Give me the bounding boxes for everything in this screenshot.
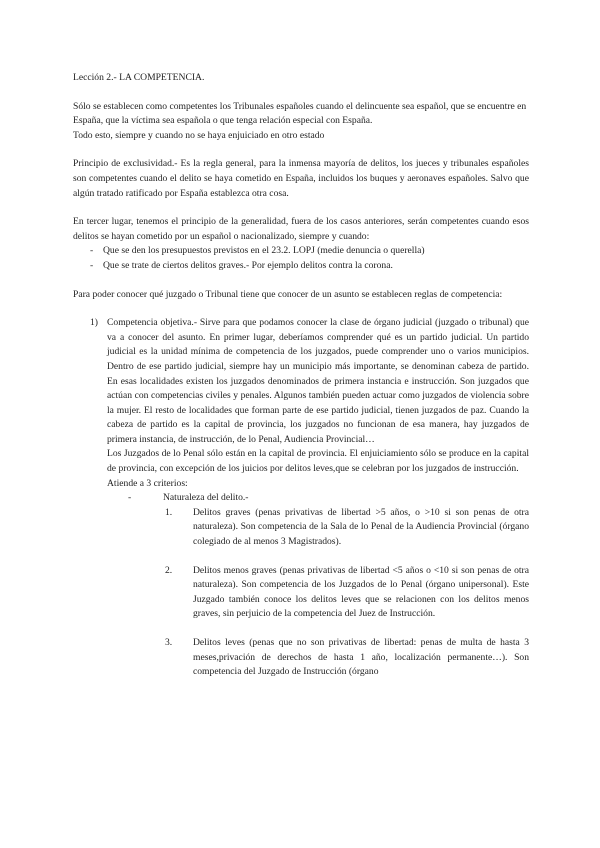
dash-marker: - — [128, 492, 132, 504]
juzgados-penal-paragraph: Los Juzgados de lo Penal sólo están en la capital de provincia. El enjuiciamiento sólo se produce en la capital de provincia, con excepción de los juicios por delitos leves,que se celebran por los juzgados de instrucción. — [107, 448, 529, 475]
document-body — [73, 71, 529, 680]
criterio-text: Delitos menos graves (penas privativas de libertad <5 años o <10 si son penas de otra naturaleza). Son competencia de los Juzgados de lo Penal (órgano unipersonal). Este Juzgado también conoce los delitos leves que se relacionen con los delitos menos graves, sin perjuicio de la competencia del Juez de Instrucción. — [193, 564, 529, 620]
list-item: - Que se den los presupuestos previstos en el 23.2. LOPJ (medie denuncia o querella) — [73, 244, 529, 259]
section-number: 1) — [90, 317, 98, 329]
generalidad-paragraph: En tercer lugar, tenemos el principio de la generalidad, fuera de los casos anteriores, serán competentes cuando esos delitos se hayan cometido por un español o nacionalizado, siempre y cuando: — [73, 216, 529, 242]
list-item: - Que se trate de ciertos delitos graves.- Por ejemplo delitos contra la corona. — [73, 259, 529, 274]
criterio-text: Delitos leves (penas que no son privativas de libertad: penas de multa de hasta 3 meses,privación de derechos de hasta 1 año, localización permanente…). Son competencia del Juzgado de Instrucción (órgano — [193, 637, 529, 678]
criterio-text: Delitos graves (penas privativas de libertad >5 años, o >10 si son penas de otra naturaleza). Son competencia de la Sala de lo Penal de la Audiencia Provincial (órgano colegiado de al menos 3 Magistrados). — [193, 506, 529, 548]
generalidad-list — [73, 244, 529, 273]
intro-note: Todo esto, siempre y cuando no se haya enjuiciado en otro estado — [73, 129, 325, 141]
criterio-number: 1. — [165, 506, 173, 518]
criterio-number: 2. — [165, 564, 173, 576]
page-title: Lección 2.- LA COMPETENCIA. — [73, 72, 205, 83]
reglas-competencia-paragraph: Para poder conocer qué juzgado o Tribunal tiene que conocer de un asunto se establecen reglas de competencia: — [73, 288, 503, 300]
naturaleza-delito-item — [73, 491, 529, 506]
naturaleza-delito-label: Naturaleza del delito.- — [163, 492, 249, 504]
criterio-delitos-graves — [73, 506, 529, 550]
criterio-delitos-leves — [73, 636, 529, 680]
criterio-number: 3. — [165, 637, 173, 648]
criterio-delitos-menos-graves — [73, 564, 529, 622]
competencia-objetiva-text: Competencia objetiva.- Sirve para que podamos conocer la clase de órgano judicial (juzgado o tribunal) que va a conocer del asunto. En primer lugar, deberíamos comprender qué es un partido judicial. Un partido judicial es la unidad mínima de competencia de los juzgados, puede comprender uno o varios municipios. Dentro de ese partido judicial, siempre hay un municipio más importante, se denominan cabeza de partido. En esas localidades existen los juzgados denominados de primera instancia e instrucción. Son juzgados que actúan con competencias civiles y penales. Algunos también pueden actuar como juzgados de violencia sobre la mujer. El resto de localidades que forman parte de ese partido judicial, tienen juzgados de paz. Cuando la cabeza de partido es la capital de provincia, los juzgados no funcionan de esa manera, hay juzgados de primera instancia, de instrucción, de lo Penal, Audiencia Provincial… — [107, 317, 529, 445]
competencia-objetiva-section — [73, 316, 529, 447]
criterios-heading: Atiende a 3 criterios: — [107, 477, 188, 489]
intro-paragraph: Sólo se establecen como competentes los Tribunales españoles cuando el delincuente sea español, que se encuentre en España, que la víctima sea española o que tenga relación especial con España. — [73, 100, 527, 127]
principio-exclusividad-paragraph: Principio de exclusividad.- Es la regla general, para la inmensa mayoría de delitos, los jueces y tribunales españoles son competentes cuando el delito se haya cometido en España, incluidos los buques y aeronaves españoles. Salvo que algún tratado ratificado por España establezca otra cosa. — [73, 158, 529, 199]
